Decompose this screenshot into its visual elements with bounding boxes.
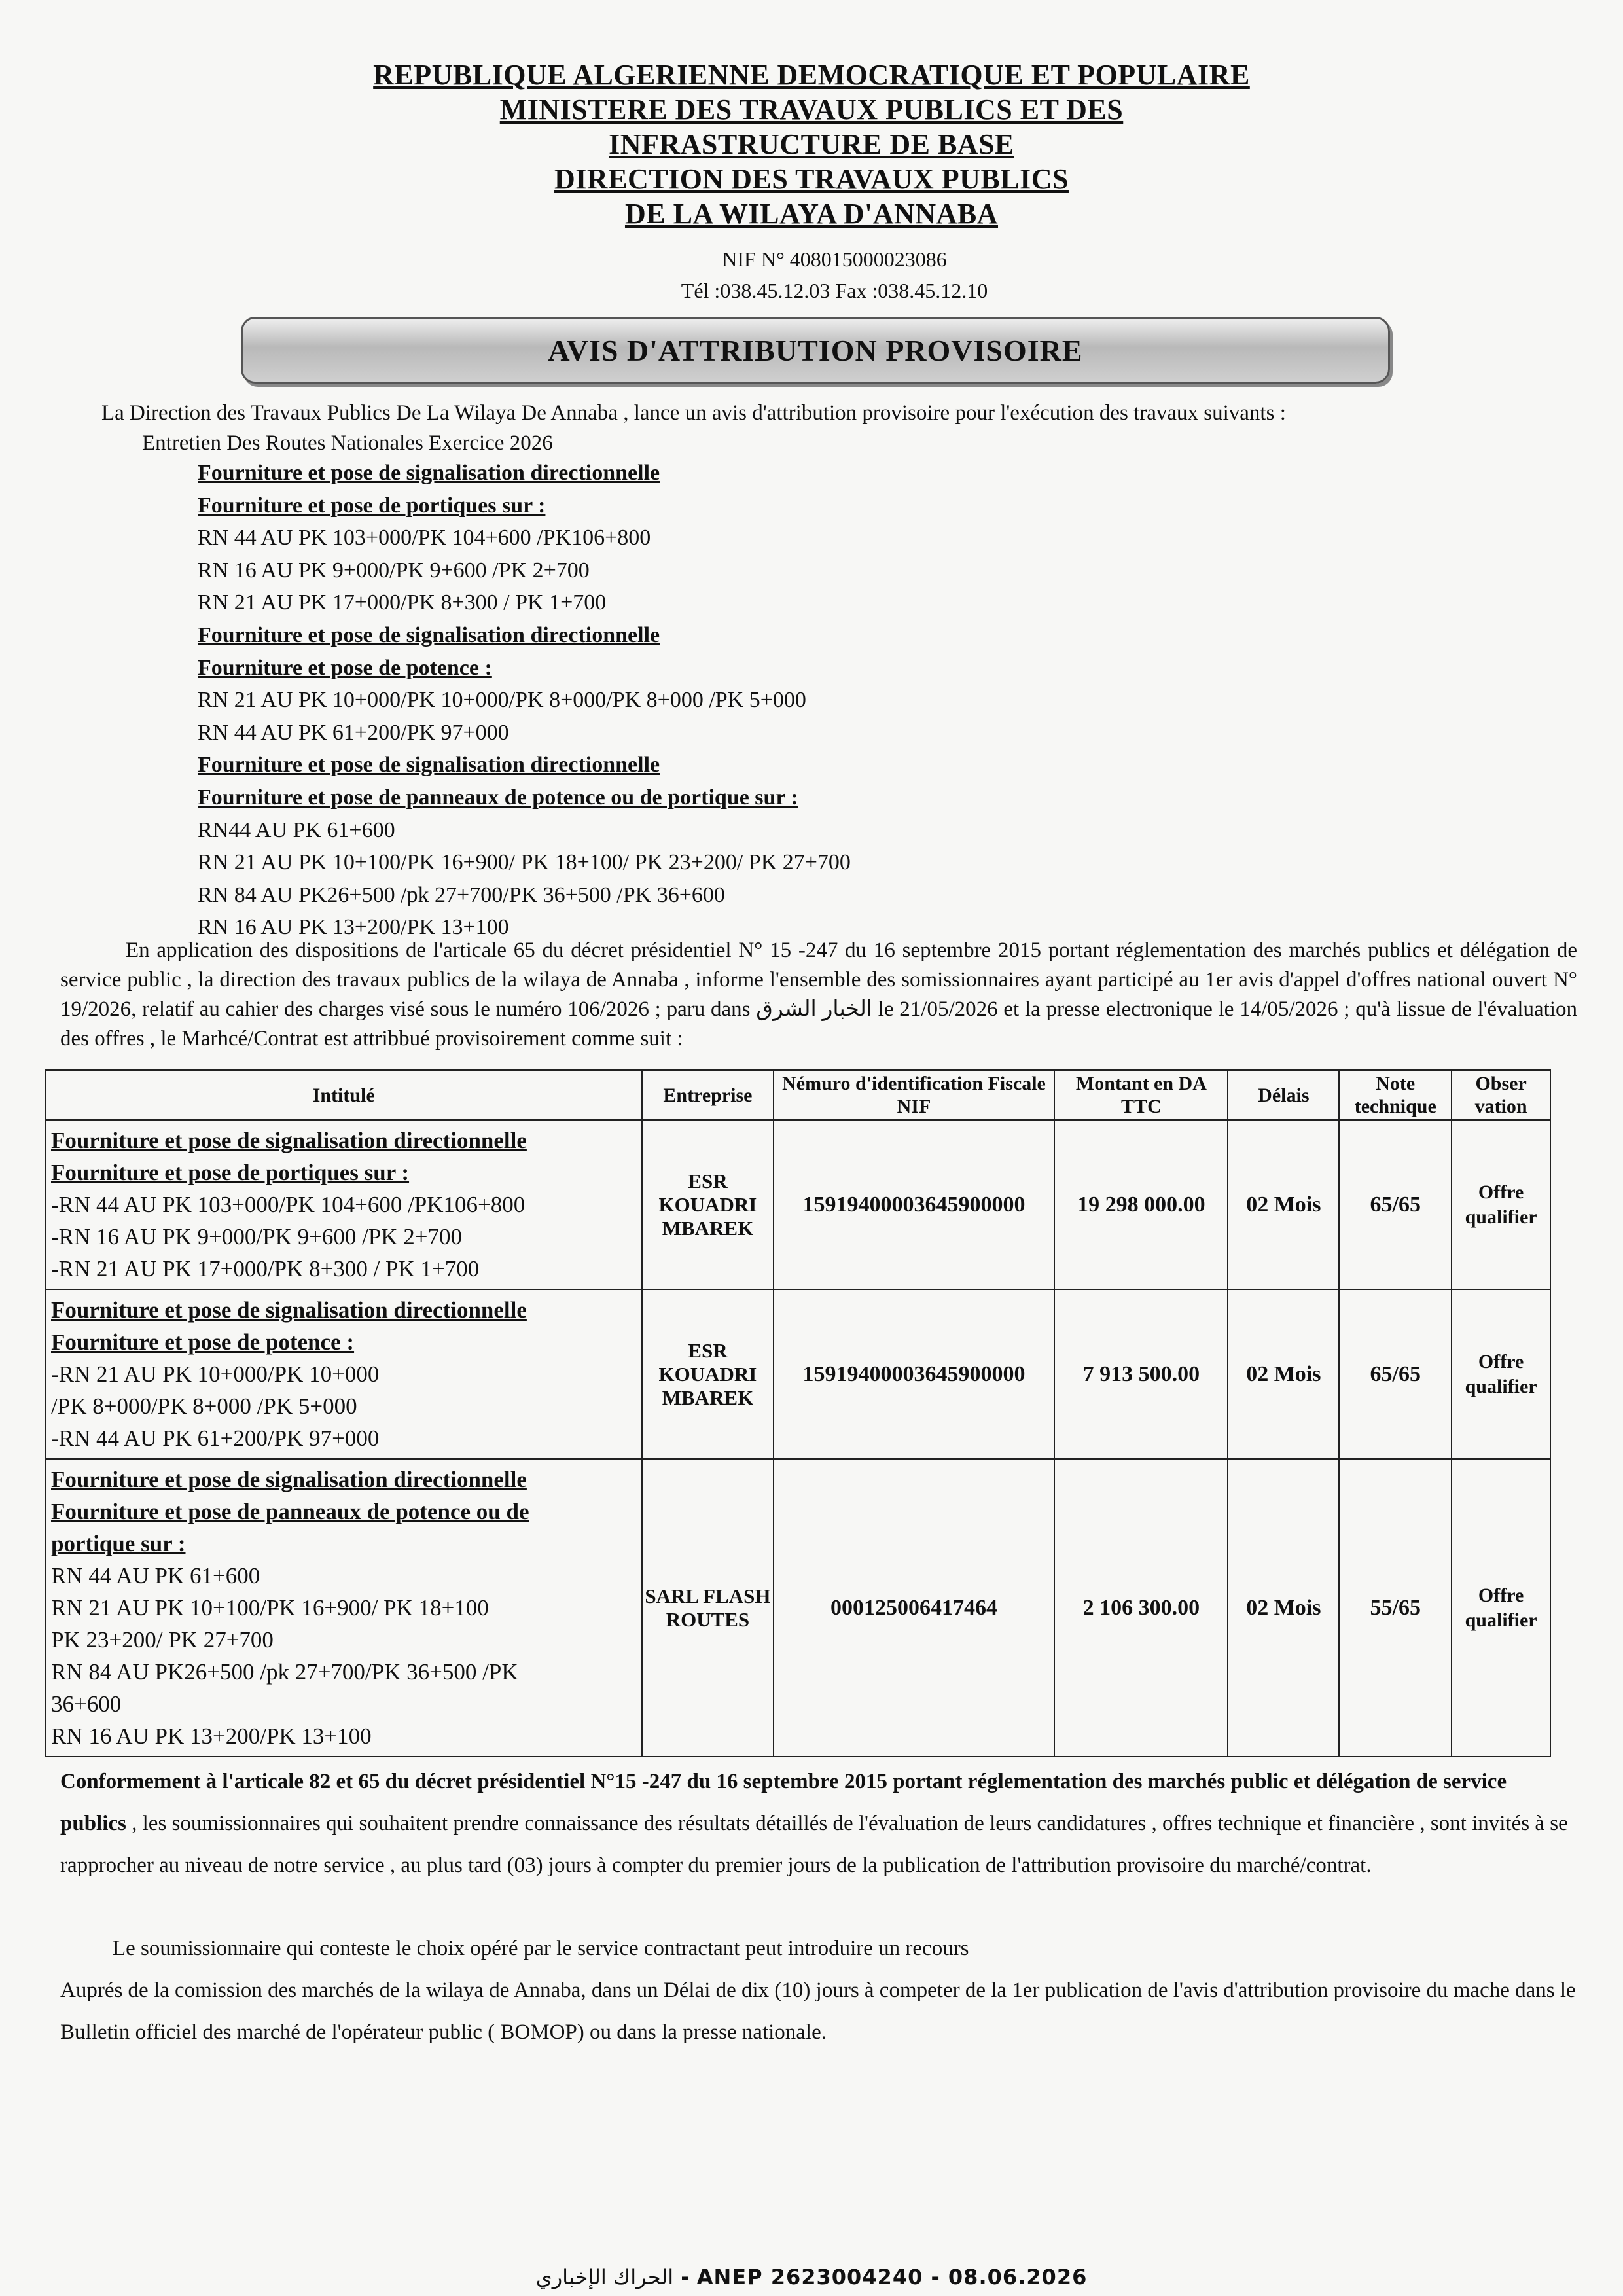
- cell-intitule: [45, 1120, 642, 1289]
- works-heading: Fourniture et pose de signalisation directionnelle: [198, 753, 660, 778]
- intro-line: La Direction des Travaux Publics De La Wilaya De Annaba , lance un avis d'attribution provisoire pour l'exécution des travaux suivants :: [101, 401, 1286, 425]
- intitule-line: RN 84 AU PK26+500 /pk 27+700/PK 36+500 /PK: [51, 1659, 518, 1685]
- intitule-line: Fourniture et pose de signalisation directionnelle: [51, 1128, 527, 1153]
- application-paragraph: [60, 936, 1577, 1054]
- works-line: RN 21 AU PK 10+000/PK 10+000/PK 8+000/PK 8+000 /PK 5+000: [198, 688, 806, 713]
- intitule-line: -RN 44 AU PK 103+000/PK 104+600 /PK106+800: [51, 1192, 526, 1217]
- cell-note: 55/65: [1339, 1459, 1452, 1757]
- cell-montant: 2 106 300.00: [1054, 1459, 1228, 1757]
- works-line: RN 44 AU PK 61+200/PK 97+000: [198, 720, 509, 745]
- title-banner: [241, 317, 1390, 384]
- cell-montant: 19 298 000.00: [1054, 1120, 1228, 1289]
- letterhead-line: INFRASTRUCTURE DE BASE: [609, 128, 1014, 160]
- col-header-intitule: Intitulé: [45, 1070, 642, 1120]
- letterhead-line: REPUBLIQUE ALGERIENNE DEMOCRATIQUE ET POPULAIRE: [373, 59, 1250, 91]
- intitule-line: 36+600: [51, 1691, 122, 1717]
- conclusion-bold: Conformement à l'articale 82 et 65 du décret présidentiel N°15 -247 du 16 septembre 2015 portant réglementation des marchés public et délégation de service publics: [60, 1770, 1507, 1835]
- intitule-line: Fourniture et pose de panneaux de potence ou de: [51, 1499, 529, 1524]
- table-header-row: [45, 1070, 1550, 1120]
- works-heading: Fourniture et pose de portiques sur :: [198, 493, 546, 518]
- intitule-line: Fourniture et pose de signalisation directionnelle: [51, 1467, 527, 1492]
- cell-delais: 02 Mois: [1228, 1459, 1339, 1757]
- newspaper-name: الحراك الإخباري: [535, 2265, 674, 2289]
- works-line: RN 84 AU PK26+500 /pk 27+700/PK 36+500 /PK 36+600: [198, 882, 725, 907]
- col-header-note: Note technique: [1339, 1070, 1452, 1120]
- recours-line: Auprés de la comission des marchés de la wilaya de Annaba, dans un Délai de dix (10) jours à competer de la 1er publication de l'avis d'attribution provisoire du mache dans le Bulletin officiel des marché de l'opérateur public ( BOMOP) ou dans la presse nationale.: [60, 1979, 1576, 2044]
- intitule-line: -RN 21 AU PK 10+000/PK 10+000: [51, 1361, 380, 1387]
- attribution-table: [45, 1069, 1551, 1757]
- recours-line: Le soumissionnaire qui conteste le choix opéré par le service contractant peut introduire un recours: [113, 1937, 969, 1960]
- intitule-line: RN 44 AU PK 61+600: [51, 1563, 260, 1588]
- intitule-line: Fourniture et pose de signalisation directionnelle: [51, 1297, 527, 1323]
- cell-observation: Offre qualifier: [1452, 1289, 1550, 1459]
- works-list: [198, 457, 1245, 944]
- contact-block: [589, 243, 1080, 306]
- letterhead-line: DE LA WILAYA D'ANNABA: [624, 198, 999, 230]
- intitule-line: portique sur :: [51, 1531, 186, 1556]
- col-header-entreprise: Entreprise: [642, 1070, 773, 1120]
- cell-intitule: [45, 1459, 642, 1757]
- cell-intitule: [45, 1289, 642, 1459]
- publication-footer: [0, 2265, 1623, 2289]
- intitule-line: /PK 8+000/PK 8+000 /PK 5+000: [51, 1393, 357, 1419]
- intitule-line: -RN 21 AU PK 17+000/PK 8+300 / PK 1+700: [51, 1256, 480, 1282]
- works-line: RN 16 AU PK 9+000/PK 9+600 /PK 2+700: [198, 558, 590, 583]
- cell-delais: 02 Mois: [1228, 1289, 1339, 1459]
- works-line: RN 21 AU PK 17+000/PK 8+300 / PK 1+700: [198, 590, 607, 615]
- letterhead: [196, 58, 1427, 231]
- intitule-line: -RN 16 AU PK 9+000/PK 9+600 /PK 2+700: [51, 1224, 463, 1249]
- col-header-observation: Obser vation: [1452, 1070, 1550, 1120]
- cell-observation: Offre qualifier: [1452, 1459, 1550, 1757]
- cell-entreprise: SARL FLASH ROUTES: [642, 1459, 773, 1757]
- tel-fax: Tél :038.45.12.03 Fax :038.45.12.10: [681, 279, 988, 302]
- recours-paragraph: [60, 1928, 1577, 2053]
- table-row: [45, 1120, 1550, 1289]
- intro-paragraph: [101, 398, 1574, 458]
- cell-entreprise: ESR KOUADRI MBAREK: [642, 1120, 773, 1289]
- works-line: RN 16 AU PK 13+200/PK 13+100: [198, 915, 509, 940]
- cell-note: 65/65: [1339, 1120, 1452, 1289]
- table-row: [45, 1289, 1550, 1459]
- cell-entreprise: ESR KOUADRI MBAREK: [642, 1289, 773, 1459]
- application-text: En application des dispositions de l'articale 65 du décret présidentiel N° 15 -247 du 16 septembre 2015 portant réglementation des marchés publics et délégation de service public , la direction des travaux publics de la wilaya de Annaba , informe l'ensemble des somissionnaires ayant participé au 1er avis d'appel d'offres national ouvert N° 19/2026, relatif au cahier des charges visé sous le numéro 106/2026 ; paru dans الخبار الشرق le 21/05/2026 et la presse electronique le 14/05/2026 ; qu'à lissue de l'évaluation des offres , le Marhcé/Contrat est attribbué provisoirement comme suit :: [60, 939, 1578, 1050]
- works-heading: Fourniture et pose de signalisation directionnelle: [198, 461, 660, 485]
- cell-nif: 15919400003645900000: [774, 1120, 1055, 1289]
- works-line: RN 21 AU PK 10+100/PK 16+900/ PK 18+100/ PK 23+200/ PK 27+700: [198, 850, 851, 875]
- works-line: RN 44 AU PK 103+000/PK 104+600 /PK106+800: [198, 526, 651, 550]
- document-title: AVIS D'ATTRIBUTION PROVISOIRE: [548, 333, 1083, 367]
- cell-delais: 02 Mois: [1228, 1120, 1339, 1289]
- intitule-line: Fourniture et pose de potence :: [51, 1329, 355, 1355]
- intitule-line: RN 16 AU PK 13+200/PK 13+100: [51, 1723, 372, 1749]
- conclusion-paragraph: [60, 1761, 1577, 1886]
- intitule-line: Fourniture et pose de portiques sur :: [51, 1160, 410, 1185]
- conclusion-text: [60, 1761, 1577, 1886]
- letterhead-line: DIRECTION DES TRAVAUX PUBLICS: [554, 163, 1069, 195]
- conclusion-rest: , les soumissionnaires qui souhaitent prendre connaissance des résultats détaillés de l'évaluation de leurs candidatures , offres technique et financière , sont invités à se rapprocher au niveau de notre service , au plus tard (03) jours à compter du premier jours de la publication de l'attribution provisoire du marché/contrat.: [60, 1812, 1568, 1877]
- col-header-montant: Montant en DA TTC: [1054, 1070, 1228, 1120]
- table-row: [45, 1459, 1550, 1757]
- cell-nif: 15919400003645900000: [774, 1289, 1055, 1459]
- works-heading: Fourniture et pose de panneaux de potence ou de portique sur :: [198, 785, 798, 810]
- works-heading: Fourniture et pose de potence :: [198, 655, 492, 680]
- intro-line: Entretien Des Routes Nationales Exercice 2026: [142, 431, 553, 455]
- cell-observation: Offre qualifier: [1452, 1120, 1550, 1289]
- letterhead-line: MINISTERE DES TRAVAUX PUBLICS ET DES: [499, 94, 1124, 126]
- col-header-nif: Némuro d'identification Fiscale NIF: [774, 1070, 1055, 1120]
- cell-note: 65/65: [1339, 1289, 1452, 1459]
- cell-nif: 000125006417464: [774, 1459, 1055, 1757]
- nif-number: NIF N° 408015000023086: [722, 247, 947, 271]
- works-line: RN44 AU PK 61+600: [198, 817, 395, 842]
- col-header-delais: Délais: [1228, 1070, 1339, 1120]
- works-heading: Fourniture et pose de signalisation directionnelle: [198, 622, 660, 647]
- cell-montant: 7 913 500.00: [1054, 1289, 1228, 1459]
- intitule-line: RN 21 AU PK 10+100/PK 16+900/ PK 18+100: [51, 1595, 489, 1621]
- intitule-line: PK 23+200/ PK 27+700: [51, 1627, 274, 1653]
- anep-reference: - ANEP 2623004240 - 08.06.2026: [681, 2265, 1088, 2289]
- intitule-line: -RN 44 AU PK 61+200/PK 97+000: [51, 1426, 380, 1451]
